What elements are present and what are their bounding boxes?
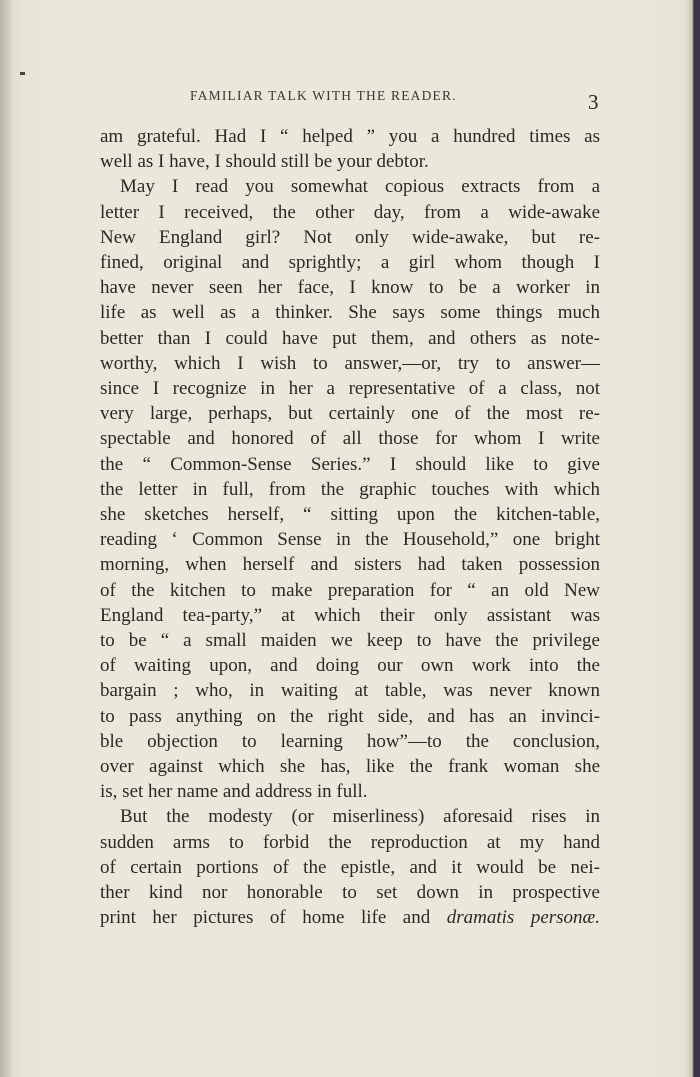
text-line: is, set her name and address in full. bbox=[100, 781, 368, 803]
text-line: worthy, which I wish to answer,—or, try to answer— bbox=[100, 352, 600, 374]
running-title: FAMILIAR TALK WITH THE READER. bbox=[190, 88, 457, 103]
text-line: very large, perhaps, but certainly one of the most re- bbox=[100, 403, 600, 425]
text-line: May I read you somewhat copious extracts from a bbox=[120, 176, 600, 198]
text-line: England tea-party,” at which their only assistant was bbox=[100, 604, 600, 626]
text-line: ble objection to learning how”—to the conclusion, bbox=[100, 730, 600, 752]
text-line: the letter in full, from the graphic touches with which bbox=[100, 478, 600, 500]
text-line: have never seen her face, I know to be a worker in bbox=[100, 277, 600, 299]
text-line: ther kind nor honorable to set down in prospective bbox=[100, 882, 600, 904]
text-line: fined, original and sprightly; a girl whom though I bbox=[100, 252, 600, 274]
text-line: better than I could have put them, and others as note- bbox=[100, 327, 600, 349]
text-line: the “ Common-Sense Series.” I should like to give bbox=[100, 453, 600, 475]
text-line: spectable and honored of all those for whom I write bbox=[100, 428, 600, 450]
text-line: life as well as a thinker. She says some things much bbox=[100, 302, 600, 324]
text-line: of certain portions of the epistle, and it would be nei- bbox=[100, 856, 600, 878]
gutter-shadow bbox=[0, 0, 14, 1077]
text-line: over against which she has, like the frank woman she bbox=[100, 756, 600, 778]
text-line: well as I have, I should still be your debtor. bbox=[100, 151, 429, 173]
text-line-final bbox=[100, 905, 600, 930]
body-text bbox=[100, 124, 600, 931]
text-line: sudden arms to forbid the reproduction at my hand bbox=[100, 831, 600, 853]
text-line: reading ‘ Common Sense in the Household,” one bright bbox=[100, 529, 600, 551]
italic-phrase: dramatis personæ. bbox=[446, 907, 600, 929]
text-line: she sketches herself, “ sitting upon the kitchen-table, bbox=[100, 504, 600, 526]
text-line: New England girl? Not only wide-awake, but re- bbox=[100, 226, 600, 248]
text-line: since I recognize in her a representative of a class, not bbox=[100, 378, 600, 400]
text-line: of the kitchen to make preparation for “ an old New bbox=[100, 579, 600, 601]
text-line: morning, when herself and sisters had taken possession bbox=[100, 554, 600, 576]
text-line-final-roman: print her pictures of home life and bbox=[100, 907, 447, 929]
text-line: of waiting upon, and doing our own work into the bbox=[100, 655, 600, 677]
text-line: am grateful. Had I “ helped ” you a hundred times as bbox=[100, 126, 600, 147]
text-line: to pass anything on the right side, and has an invinci- bbox=[100, 705, 600, 727]
margin-mark bbox=[20, 72, 25, 75]
text-line: to be “ a small maiden we keep to have the privilege bbox=[100, 630, 600, 652]
text-line: letter I received, the other day, from a wide-awake bbox=[100, 201, 600, 223]
text-line: bargain ; who, in waiting at table, was never known bbox=[100, 680, 600, 702]
page-number: 3 bbox=[588, 90, 599, 114]
text-line: But the modesty (or miserliness) aforesaid rises in bbox=[120, 806, 600, 828]
